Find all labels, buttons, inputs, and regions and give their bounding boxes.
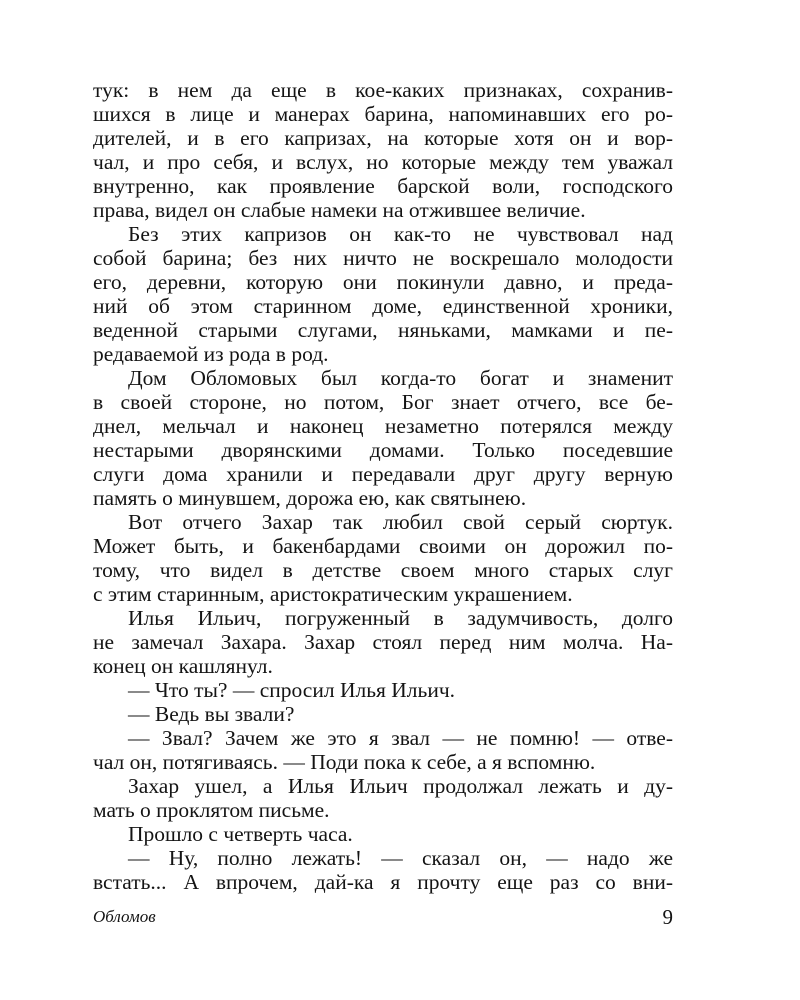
text-line: с этим старинным, аристократическим украшением. [93,582,573,606]
text-line: дителей, и в его капризах, на которые хотя он и вор- [93,126,673,150]
text-line: — Ведь вы звали? [128,702,295,726]
text-line: днел, мельчал и наконец незаметно потерялся между [93,414,673,438]
running-title: Обломов [93,907,156,926]
text-line: редаваемой из рода в род. [93,342,329,366]
text-line: чал он, потягиваясь. — Поди пока к себе, а я вспомню. [93,750,596,774]
text-line: Прошло с четверть часа. [128,822,353,846]
text-line: веденной старыми слугами, няньками, мамками и пе- [93,318,673,342]
text-line: мать о проклятом письме. [93,798,330,822]
text-line: Вот отчего Захар так любил свой серый сюртук. [128,510,673,534]
text-line: память о минувшем, дорожа ею, как святынею. [93,486,527,510]
body-text [93,78,673,894]
text-line: шихся в лице и манерах барина, напоминавших его ро- [93,102,673,126]
text-line: права, видел он слабые намеки на отжившее величие. [93,198,586,222]
text-line: конец он кашлянул. [93,654,273,678]
text-line: Илья Ильич, погруженный в задумчивость, долго [128,606,673,630]
text-line: тому, что видел в детстве своем много старых слуг [93,558,673,582]
text-line: слуги дома хранили и передавали друг другу верную [93,462,673,486]
text-line: — Что ты? — спросил Илья Ильич. [128,678,456,702]
text-line: — Ну, полно лежать! — сказал он, — надо же [128,846,673,870]
text-line: не замечал Захара. Захар стоял перед ним молча. На- [93,630,673,654]
text-line: ний об этом старинном доме, единственной хроники, [93,294,673,318]
text-line: Может быть, и бакенбардами своими он дорожил по- [93,534,673,558]
text-line: тук: в нем да еще в кое-каких признаках, сохранив- [93,78,673,102]
page-footer [93,904,673,930]
text-line: Без этих капризов он как-то не чувствовал над [128,222,673,246]
text-line: — Звал? Зачем же это я звал — не помню! — отве- [128,726,673,750]
text-line: собой барина; без них ничто не воскрешало молодости [93,246,673,270]
text-line: Дом Обломовых был когда-то богат и знаменит [128,366,673,390]
text-line: встать... А впрочем, дай-ка я прочту еще раз со вни- [93,870,673,894]
text-line: чал, и про себя, и вслух, но которые между тем уважал [93,150,673,174]
page-number: 9 [662,905,673,929]
text-line: Захар ушел, а Илья Ильич продолжал лежать и ду- [128,774,673,798]
text-line: внутренно, как проявление барской воли, господского [93,174,673,198]
text-line: его, деревни, которую они покинули давно, и преда- [93,270,673,294]
text-line: в своей стороне, но потом, Бог знает отчего, все бе- [93,390,673,414]
text-line: нестарыми дворянскими домами. Только поседевшие [93,438,673,462]
